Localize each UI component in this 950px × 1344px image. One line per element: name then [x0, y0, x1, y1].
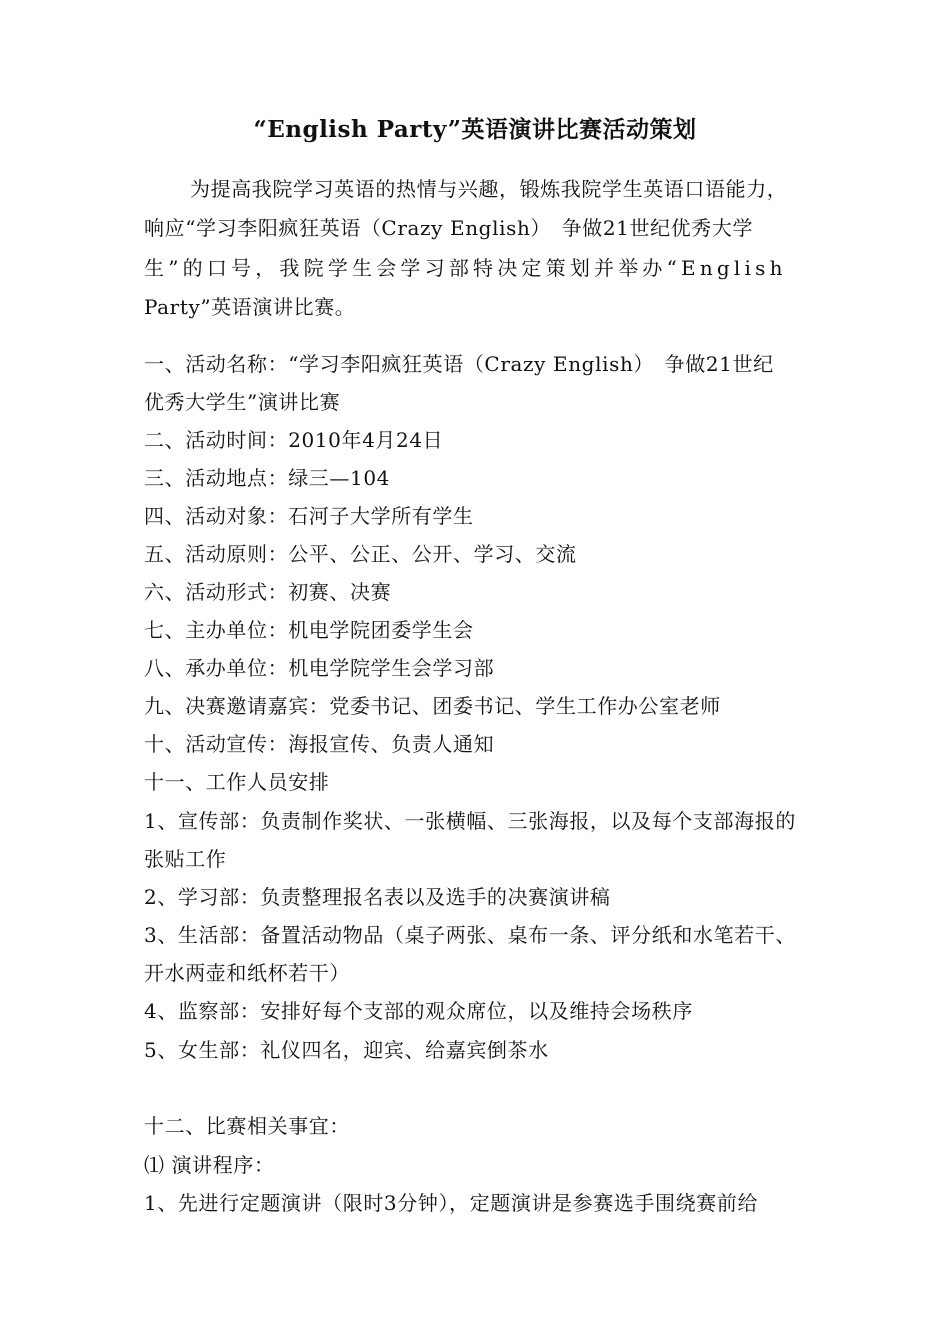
list-item: 七、主办单位：机电学院团委学生会	[144, 618, 474, 642]
intro-line: Party”英语演讲比赛。	[144, 295, 356, 319]
list-item: 4、监察部：安排好每个支部的观众席位，以及维持会场秩序	[144, 999, 693, 1023]
intro-line: 生”的口号，我院学生会学习部特决定策划并举办“English	[144, 256, 787, 280]
intro-line: 为提高我院学习英语的热情与兴趣，锻炼我院学生英语口语能力，	[190, 177, 788, 201]
list-item: 十一、工作人员安排	[144, 770, 330, 794]
list-item: 2、学习部：负责整理报名表以及选手的决赛演讲稿	[144, 885, 611, 909]
list-item: 五、活动原则：公平、公正、公开、学习、交流	[144, 542, 577, 566]
section-heading: 十二、比赛相关事宜：	[144, 1114, 350, 1138]
list-item: 1、宣传部：负责制作奖状、一张横幅、三张海报，以及每个支部海报的	[144, 809, 796, 833]
list-item: 3、生活部：备置活动物品（桌子两张、桌布一条、评分纸和水笔若干、	[144, 923, 796, 947]
list-item: 二、活动时间：2010年4月24日	[144, 428, 444, 452]
list-item: 一、活动名称：“学习李阳疯狂英语（Crazy English） 争做21世纪	[144, 352, 774, 376]
list-item: 优秀大学生”演讲比赛	[144, 390, 341, 414]
list-item: 开水两壶和纸杯若干）	[144, 961, 350, 985]
intro-line: 响应“学习李阳疯狂英语（Crazy English） 争做21世纪优秀大学	[144, 216, 754, 240]
list-item: 四、活动对象：石河子大学所有学生	[144, 504, 474, 528]
list-item: 三、活动地点：绿三—104	[144, 466, 390, 490]
list-item: 六、活动形式：初赛、决赛	[144, 580, 392, 604]
document-title: “English Party”英语演讲比赛活动策划	[253, 116, 697, 143]
list-item: 5、女生部：礼仪四名，迎宾、给嘉宾倒茶水	[144, 1038, 549, 1062]
list-item: 八、承办单位：机电学院学生会学习部	[144, 656, 495, 680]
list-item: 九、决赛邀请嘉宾：党委书记、团委书记、学生工作办公室老师	[144, 694, 721, 718]
list-item: 十、活动宣传：海报宣传、负责人通知	[144, 732, 495, 756]
list-item: 张贴工作	[144, 847, 227, 871]
subsection-heading: ⑴ 演讲程序：	[144, 1153, 275, 1177]
list-item: 1、先进行定题演讲（限时3分钟），定题演讲是参赛选手围绕赛前给	[144, 1191, 759, 1215]
